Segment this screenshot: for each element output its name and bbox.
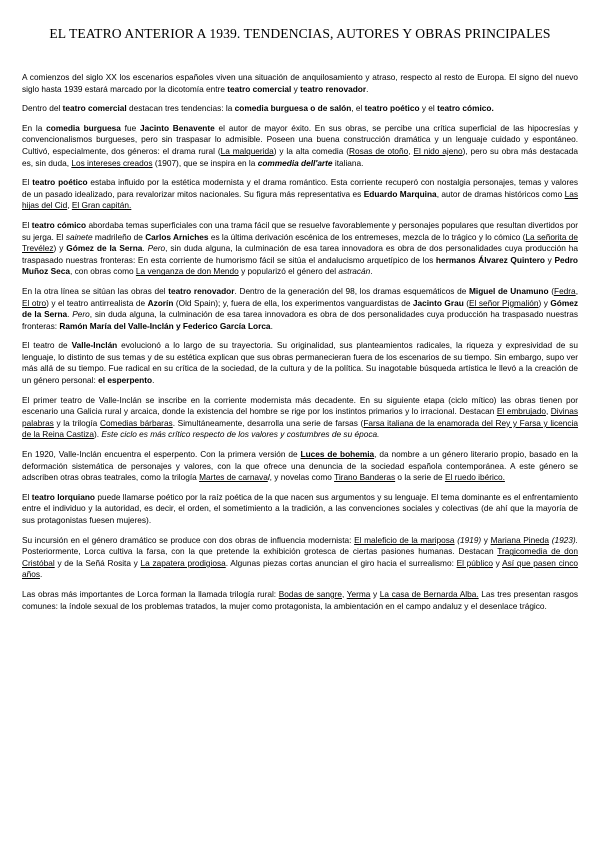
bold-text: comedia burguesa [46, 122, 121, 133]
text-run: madrileño de [92, 231, 146, 242]
text-run: ) y la alta comedia ( [273, 145, 350, 156]
paragraph [22, 492, 578, 527]
text-run: el autor de mayor éxito. En sus obras, se percibe una crítica superficial de las hipocresías y convencionalismos burgueses, pero sin traspasar lo admisible. Poseen una buena construcción dramática y un lenguaje cuidado y espontáneo. Cultivó, especialmente, dos géneros: el drama rural ( [22, 122, 579, 156]
text-run: El [22, 491, 32, 502]
paragraph [22, 449, 578, 484]
text-run: evolucionó a lo largo de su trayectoria. Su originalidad, sus planteamientos radicales, la riqueza y expresividad de su lenguaje, lo distinto de sus temas y de su estética explican que sus obras permanecieran fuera de los escenarios de su tiempo. Sin embargo, supo ver más allá de su tiempo. Fue radical en su crítica de la sociedad, de la cultura y de la política. Su inagotable búsqueda artística le llevó a la creación de un género personal: [22, 340, 578, 386]
bold-text: Jacinto Grau [412, 297, 464, 308]
bold-text: teatro poético [32, 177, 88, 188]
text-run: , [342, 588, 347, 599]
text-run: y la trilogía [53, 417, 100, 428]
text-run: italiana. [332, 157, 364, 168]
text-run: (1907), que se inspira en la [152, 157, 258, 168]
work-title: Tirano Banderas [334, 472, 396, 483]
text-run: . Dentro de la generación del 98, los dramas esquemáticos de [234, 285, 470, 296]
work-title: La malquerida [220, 145, 274, 156]
paragraph [22, 535, 578, 581]
text-run: , da nombre a un género literario propio, basado en la deformación sistemática de personajes y valores, con la que ofrece una denuncia de la sociedad española contemporánea. A este género se adscriben otras obras teatrales, como la trilogía [22, 449, 578, 483]
text-run: y el [419, 103, 438, 114]
work-title: Rosas de otoño [349, 145, 409, 156]
bold-text: teatro cómico [31, 219, 87, 230]
paragraph [22, 123, 578, 169]
bold-text: teatro comercial [62, 103, 127, 114]
text-run: y popularizó el género del [238, 266, 339, 277]
text-run: El [22, 177, 33, 188]
text-run: destacan tres tendencias: la [126, 103, 235, 114]
text-run: o la serie de [395, 472, 445, 483]
bold-italic-text: commedia dell'arte [257, 157, 333, 168]
italic-text: (1919) [457, 534, 482, 545]
text-run: . Algunas piezas cortas anuncian el giro hacia el surrealismo: [225, 557, 457, 568]
text-run: , sin duda alguna, la culminación de esa tarea innovadora es obra de dos personalidades cuya producción ha traspasado nuestras fronteras: [22, 309, 578, 331]
text-run: y [492, 557, 503, 568]
work-title: Bodas de sangre [278, 588, 342, 599]
text-run: A comienzos del siglo XX los escenarios españoles viven una situación de anquilosamiento y atraso, respecto al resto de Europa. El signo del nuevo siglo hasta 1939 estará marcado por la dicotomía entre [22, 72, 578, 94]
work-title: Farsa italiana de la enamorada del Rey y Farsa y licencia de la Reina Castiza [22, 417, 578, 440]
bold-text: teatro lorquiano [31, 491, 95, 502]
italic-text: Pero [72, 309, 90, 320]
bold-text: teatro comercial [227, 83, 292, 94]
text-run: , [545, 406, 551, 417]
bold-text: teatro renovador [300, 83, 367, 94]
work-title: Yerma [346, 588, 371, 599]
text-run: El primer teatro de Valle-Inclán se inscribe en la corriente modernista más decadente. En su siguiente etapa (ciclo mítico) las obras tienen por escenario una Galicia rural y arcaica, donde la existencia del hombre se rige por los instintos primarios y lo irracional. Destacan [22, 394, 578, 417]
work-title: El otro [22, 297, 47, 308]
paragraph [22, 220, 578, 278]
text-run: , [67, 200, 72, 211]
work-title: Así que pasen cinco años [22, 557, 578, 580]
text-run: ) y [538, 297, 551, 308]
text-run: El teatro de [22, 340, 72, 351]
bold-text: el esperpento [98, 375, 153, 386]
work-title: Los intereses creados [71, 157, 153, 168]
text-run: ) y el teatro antirrealista de [46, 297, 148, 308]
bold-text: hermanos Álvarez Quintero [435, 254, 545, 265]
text-run: y [481, 534, 491, 545]
work-title: El embrujado [496, 406, 546, 417]
work-title: La casa de Bernarda Alba. [379, 588, 479, 599]
text-run: y de la Señá Rosita y [54, 557, 141, 568]
text-run: Dentro del [22, 103, 63, 114]
text-run: y [370, 588, 380, 599]
text-run: ( [463, 297, 470, 308]
text-run: . Simultáneamente, desarrolla una serie de farsas ( [172, 417, 364, 428]
text-run: En la [22, 122, 47, 133]
paragraph [22, 72, 578, 95]
bold-text: Pedro Muñoz Seca [22, 254, 578, 277]
text-run: , sin duda alguna, la culminación de esa tarea innovadora es obra de dos personalidades cuya producción ha traspasado nuestras fronteras: [22, 243, 578, 265]
text-run: abordaba temas superficiales con una trama fácil que se resuelve favorablemente y personajes populares que resultan divertidos por su jerga. El [22, 219, 578, 242]
work-title: El maleficio de la mariposa [354, 534, 455, 545]
text-run: , con obras como [69, 266, 136, 277]
text-run: puede llamarse poético por la raíz poética de la que nacen sus argumentos y su lenguaje. El tema dominante es el enfrentamiento entre el individuo y la autoridad, es decir, el orden, el sometimiento a la tradición, a las convenciones sociales y colectivas (de ahí que la mayoría de sus protagonistas fuesen mujeres). [22, 491, 578, 525]
text-run: ) y [53, 243, 67, 254]
paragraph [22, 286, 578, 332]
work-title: La venganza de don Mendo [135, 266, 239, 277]
bold-text: Gómez de la Serna [66, 243, 143, 254]
text-run: , y novelas como [269, 472, 335, 483]
work-title: La zapatera prodigiosa [140, 557, 226, 568]
work-title: Tragicomedia de don Cristóbal [22, 546, 579, 568]
work-title: Martes de carnava [199, 472, 268, 483]
bold-text: Gómez de la Serna [22, 297, 578, 320]
text-run: y [545, 254, 555, 265]
text-run: Su incursión en el género dramático se produce con dos obras de influencia modernista: [22, 534, 355, 545]
work-title: Las hijas del Cid [22, 188, 578, 211]
text-run: . [152, 375, 155, 386]
bold-text: teatro poético [364, 103, 420, 114]
paragraph [22, 103, 578, 115]
text-run: . [142, 243, 148, 254]
bold-text: Jacinto Benavente [139, 122, 215, 133]
document-body [22, 72, 578, 612]
work-title: El ruedo ibérico. [444, 472, 505, 483]
work-title: El señor Pigmalión [469, 297, 539, 308]
paragraph [22, 340, 578, 386]
text-run: . [67, 309, 73, 320]
work-title: Fedra [554, 285, 576, 296]
text-run: y [291, 83, 301, 94]
italic-text: Este ciclo es más crítico respecto de los valores y costumbres de su época. [101, 429, 380, 440]
italic-text: sainete [65, 231, 93, 242]
work-title: La señorita de Trevélez [22, 231, 579, 254]
text-run: , el [351, 103, 365, 114]
bold-text: Miguel de Unamuno [469, 285, 549, 296]
page-title: EL TEATRO ANTERIOR A 1939. TENDENCIAS, AUTORES Y OBRAS PRINCIPALES [49, 26, 551, 41]
bold-text: teatro cómico. [437, 103, 494, 114]
text-run: . [370, 266, 373, 277]
work-title: El público [456, 557, 493, 568]
work-title: Comedias bárbaras [99, 417, 173, 428]
bold-text: Valle-Inclán [71, 340, 118, 351]
text-run: Las obras más importantes de Lorca forman la llamada trilogía rural: [22, 588, 279, 599]
text-run: En la otra línea se sitúan las obras del [22, 285, 169, 296]
italic-text: Pero [147, 243, 166, 254]
text-run: , [575, 285, 578, 296]
text-run: . [270, 320, 273, 331]
text-run: , autor de dramas históricos como [436, 188, 565, 199]
bold-text: Eduardo Marquina [363, 188, 437, 199]
text-run: fue [120, 122, 140, 133]
italic-text: astracán [338, 266, 371, 277]
text-run: ( [548, 285, 554, 296]
paragraph [22, 395, 578, 441]
text-run: (Old Spain); y, fuera de ella, los experimentos vanguardistas de [173, 297, 413, 308]
text-run: es la última derivación escénica de los entremeses, mezcla de lo trágico y lo cómico ( [208, 231, 526, 242]
work-title: El nido ajeno [413, 145, 463, 156]
bold-text: Azorín [147, 297, 174, 308]
text-run: En 1920, Valle-Inclán encuentra el esperpento. Con la primera versión de [22, 449, 301, 460]
work-title: Mariana Pineda [490, 534, 550, 545]
text-run: . [366, 83, 369, 94]
bold-text: Ramón María del Valle-Inclán y Federico García Lorca [59, 320, 271, 331]
text-run: Las tres presentan rasgos comunes: la índole sexual de los problemas tratados, la mujer como protagonista, la ambientación en el campo andaluz y el desenlace trágico. [22, 588, 579, 611]
text-run: ). [93, 429, 102, 440]
work-title: Luces de bohemia [300, 449, 375, 460]
text-run: estaba influido por la estética modernista y el drama romántico. Esta corriente recuperó con nostalgia personajes, temas y valores de un pasado idealizado, para revalorizar mitos nacionales. Su figura más representativa es [22, 177, 579, 199]
text-run: Posteriormente, Lorca cultiva la farsa, con la que pretende la exhibición grotesca de ciertas pasiones humanas. Destacan [22, 546, 498, 557]
text-run: , [408, 145, 414, 156]
paragraph [22, 589, 578, 612]
bold-text: Carlos Arniches [145, 231, 209, 242]
text-run: . [40, 569, 43, 580]
text-run: En esta corriente de humorismo fácil se sitúa el andalucismo arquetípico de los [137, 254, 436, 265]
italic-text: (1923). [551, 534, 578, 545]
italic-text: l [267, 472, 270, 483]
paragraph [22, 177, 578, 212]
bold-text: teatro renovador [168, 285, 235, 296]
bold-text: comedia burguesa o de salón [234, 103, 352, 114]
text-run: El [22, 219, 32, 230]
work-title: El Gran capitán. [71, 200, 132, 211]
work-title: Divinas palabras [22, 406, 578, 428]
text-run: ), pero su obra más destacada es, sin duda, [22, 145, 578, 168]
